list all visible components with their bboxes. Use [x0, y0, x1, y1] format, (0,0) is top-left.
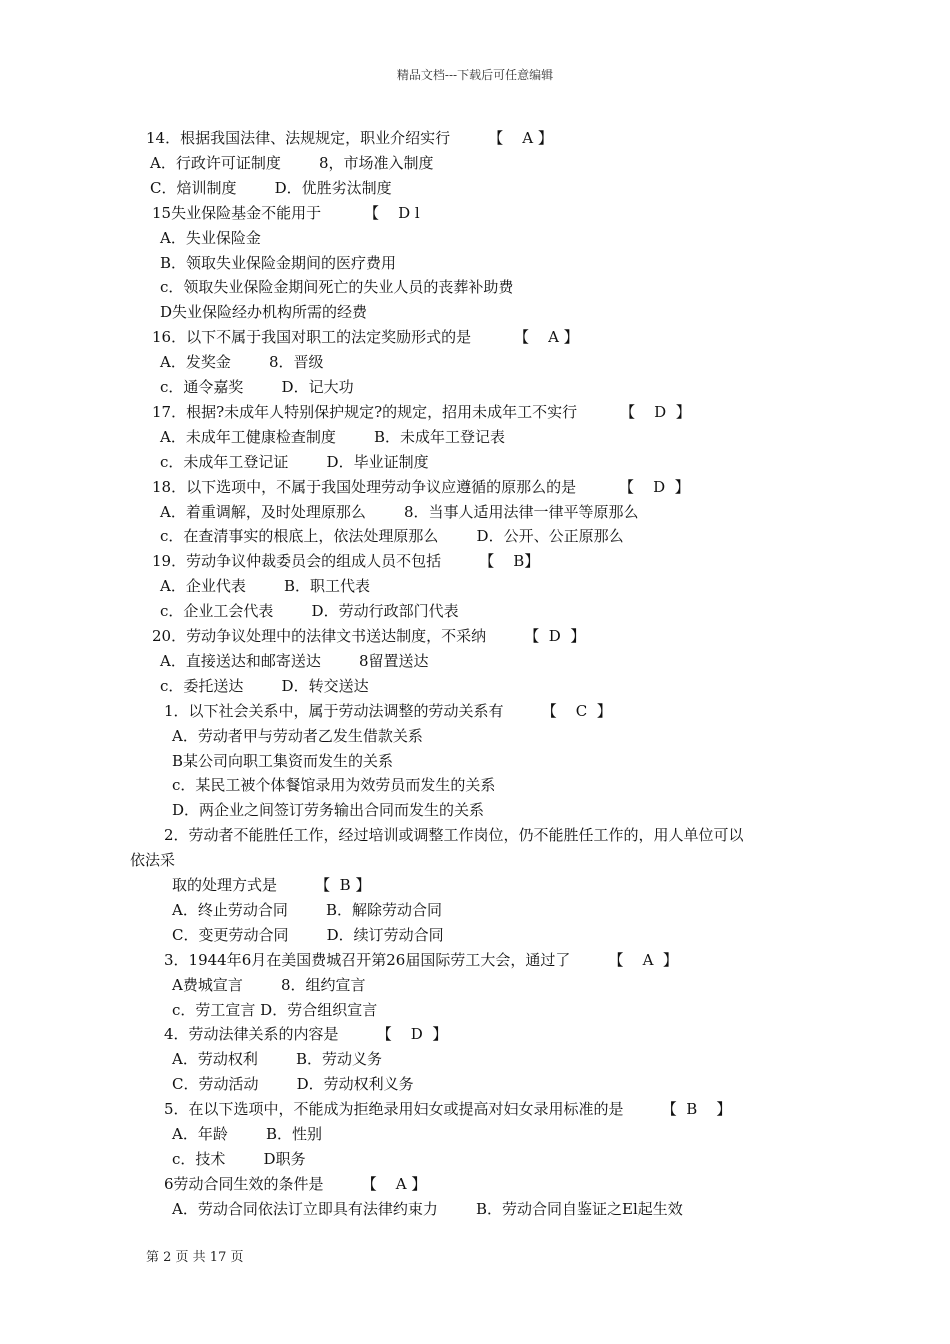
text-line: D失业保险经办机构所需的经费 [160, 303, 368, 321]
text-line: 20．劳动争议处理中的法律文书送达制度，不采纳 【 D 】 [152, 627, 586, 645]
text-line: A．着重调解，及时处理原那么 8．当事人适用法律一律平等原那么 [160, 503, 639, 521]
text-line: A．终止劳动合同 B．解除劳动合同 [172, 901, 443, 919]
text-line: 4．劳动法律关系的内容是 【 D 】 [164, 1025, 448, 1043]
text-line: A．失业保险金 [160, 229, 261, 247]
text-line: 17．根据?未成年人特别保护规定?的规定，招用未成年工不实行 【 D 】 [152, 403, 691, 421]
text-line: 依法采 [130, 851, 176, 869]
text-line: c．委托送达 D．转交送达 [160, 677, 369, 695]
text-line: 14．根据我国法律、法规规定，职业介绍实行 【 A 】 [146, 129, 553, 147]
text-line: A．发奖金 8．晋级 [160, 353, 324, 371]
text-line: A．劳动合同依法订立即具有法律约束力 B．劳动合同自鉴证之El起生效 [172, 1200, 683, 1218]
text-line: c．在查清事实的根底上，依法处理原那么 D．公开、公正原那么 [160, 527, 624, 545]
text-line: A．劳动者甲与劳动者乙发生借款关系 [172, 727, 423, 745]
text-line: 5．在以下选项中，不能成为拒绝录用妇女或提高对妇女录用标准的是 【 B 】 [164, 1100, 732, 1118]
text-line: B．领取失业保险金期间的医疗费用 [160, 254, 397, 272]
text-line: 15失业保险基金不能用于 【 D l [152, 204, 420, 222]
text-line: c．企业工会代表 D．劳动行政部门代表 [160, 602, 459, 620]
text-line: 18．以下选项中，不属于我国处理劳动争议应遵循的原那么的是 【 D 】 [152, 478, 690, 496]
page-footer: 第 2 页 共 17 页 [146, 1250, 244, 1265]
text-line: A．未成年工健康检查制度 B．未成年工登记表 [160, 428, 506, 446]
text-line: c．某民工被个体餐馆录用为效劳员而发生的关系 [172, 776, 496, 794]
text-line: A费城宣言 8．组约宣言 [172, 976, 366, 994]
text-line: A．行政许可证制度 8，市场准入制度 [150, 154, 434, 172]
text-line: A．企业代表 B．职工代表 [160, 577, 371, 595]
text-line: C．劳动活动 D．劳动权利义务 [172, 1075, 414, 1093]
page-header: 精品文档---下载后可任意编辑 [396, 68, 554, 82]
text-line: B某公司向职工集资而发生的关系 [172, 752, 394, 770]
text-line: 6劳动合同生效的条件是 【 A 】 [164, 1175, 427, 1193]
text-line: 取的处理方式是 【 B 】 [172, 876, 371, 894]
text-line: c．未成年工登记证 D．毕业证制度 [160, 453, 429, 471]
text-line: c．劳工宣言 D．劳合组织宣言 [172, 1001, 378, 1019]
text-line: C．变更劳动合同 D．续订劳动合同 [172, 926, 444, 944]
text-line: C．焙训制度 D．优胜劣汰制度 [150, 179, 392, 197]
text-line: c．技术 D职务 [172, 1150, 306, 1168]
text-line: 16．以下不属于我国对职工的法定奖励形式的是 【 A 】 [152, 328, 579, 346]
text-line: 1．以下社会关系中，属于劳动法调整的劳动关系有 【 C 】 [164, 702, 612, 720]
text-line: c．通令嘉奖 D．记大功 [160, 378, 354, 396]
text-line: 3．1944年6月在美国费城召开第26届国际劳工大会，通过了 【 A 】 [164, 951, 678, 969]
text-line: A．直接送达和邮寄送达 8留置送达 [160, 652, 429, 670]
text-line: A．劳动权利 B．劳动义务 [172, 1050, 383, 1068]
text-line: A．年龄 B．性别 [172, 1125, 323, 1143]
text-line: 2．劳动者不能胜任工作，经过培训或调整工作岗位，仍不能胜任工作的，用人单位可以 [164, 826, 744, 844]
text-line: 19．劳动争议仲裁委员会的组成人员不包括 【 B】 [152, 552, 540, 570]
text-line: D．两企业之间签订劳务输出合同而发生的关系 [172, 801, 485, 819]
text-line: c．领取失业保险金期间死亡的失业人员的丧葬补助费 [160, 278, 514, 296]
